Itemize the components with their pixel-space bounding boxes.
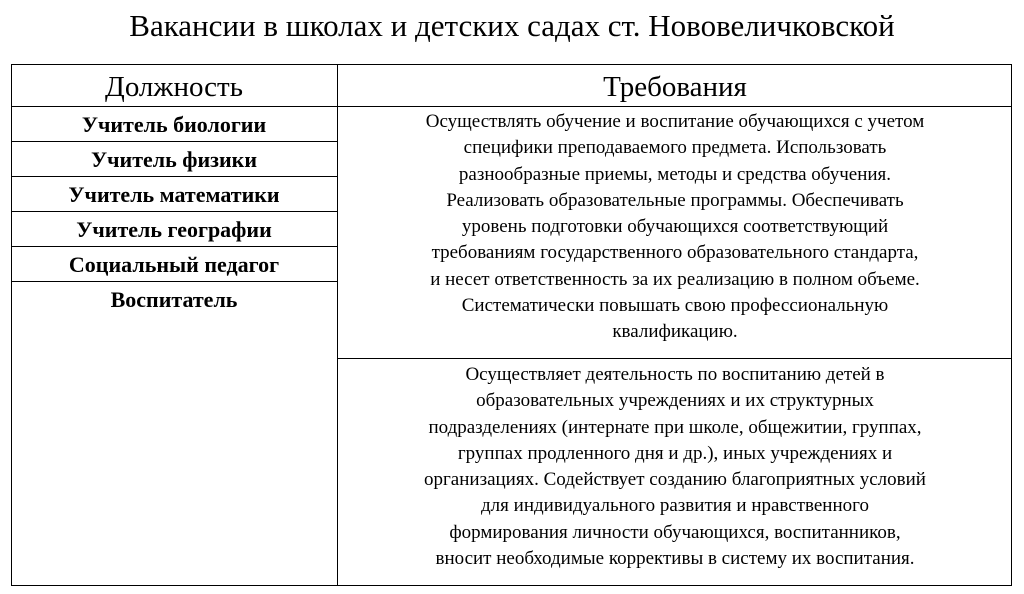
requirements-line: группах продленного дня и др.), иных учреждениях и <box>457 442 893 464</box>
requirements-line: Осуществлять обучение и воспитание обучающихся с учетом <box>425 111 925 132</box>
requirements-line: Осуществляет деятельность по воспитанию детей в <box>465 364 885 385</box>
requirements-line: квалификацию. <box>612 321 738 343</box>
requirements-line: формирования личности обучающихся, воспитанников, <box>449 521 901 543</box>
requirements-line: специфики преподаваемого предмета. Использовать <box>463 137 887 159</box>
requirements-line: Систематически повышать свою профессиональную <box>461 295 889 317</box>
requirements-line: разнообразные приемы, методы и средства обучения. <box>458 163 892 185</box>
requirements-line: уровень подготовки обучающихся соответствующий <box>461 216 889 238</box>
requirements-line: Реализовать образовательные программы. Обеспечивать <box>446 189 904 211</box>
table-border-bottom <box>11 585 1012 586</box>
header-requirements: Требования <box>603 71 747 103</box>
requirements-divider <box>338 358 1012 359</box>
requirements-line: и несет ответственность за их реализацию в полном объеме. <box>430 268 920 290</box>
requirements-line: организациях. Содействует созданию благоприятных условий <box>424 469 926 491</box>
requirements-line: образовательных учреждениях и их структурных <box>476 390 874 412</box>
requirements-line: вносит необходимые коррективы в систему их воспитания. <box>435 548 915 570</box>
position-social-pedagogue: Социальный педагог <box>68 252 280 277</box>
vacancies-table <box>11 64 1012 586</box>
requirements-line: для индивидуального развития и нравственного <box>481 495 869 517</box>
header-position: Должность <box>105 71 243 103</box>
requirements-teachers <box>338 109 1012 346</box>
requirements-line: подразделениях (интернате при школе, общежитии, группах, <box>428 416 922 438</box>
position-physics-teacher: Учитель физики <box>90 147 258 172</box>
position-math-teacher: Учитель математики <box>68 182 280 207</box>
page-title: Вакансии в школах и детских садах ст. Нововеличковской <box>129 8 895 43</box>
requirements-educator <box>338 362 1012 572</box>
position-educator: Воспитатель <box>110 287 238 312</box>
position-geography-teacher: Учитель географии <box>76 217 272 242</box>
requirements-line: требованиям государственного образовательного стандарта, <box>431 242 919 264</box>
position-biology-teacher: Учитель биологии <box>81 112 267 137</box>
